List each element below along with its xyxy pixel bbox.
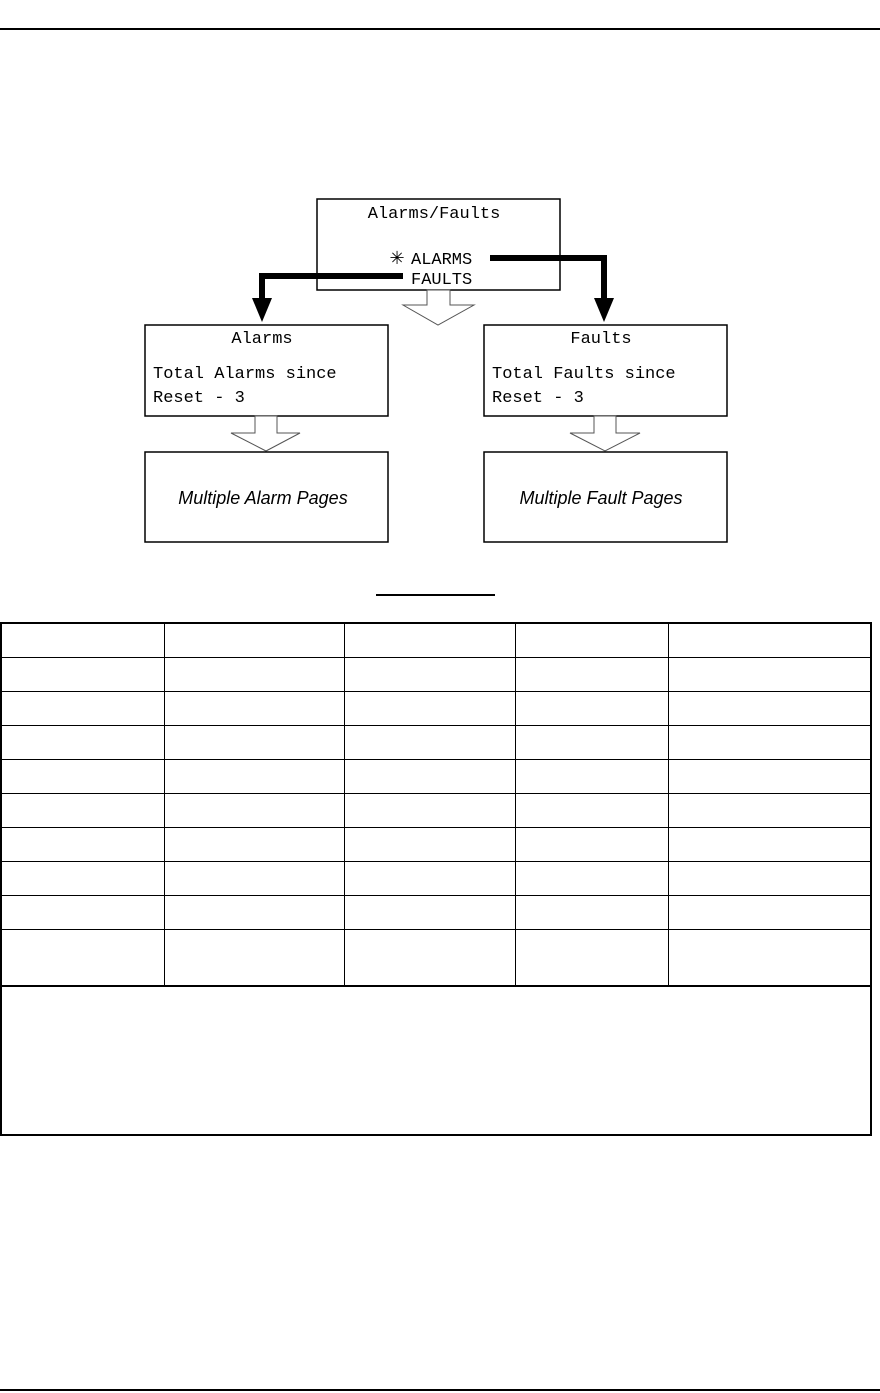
data-table xyxy=(0,622,872,1136)
table-cell xyxy=(164,623,344,658)
table-cell xyxy=(344,794,515,828)
table-cell xyxy=(668,692,871,726)
table-row xyxy=(1,896,871,930)
table-cell xyxy=(515,658,668,692)
table-cell xyxy=(1,760,164,794)
table-cell xyxy=(668,658,871,692)
table-row xyxy=(1,828,871,862)
table-cell xyxy=(344,658,515,692)
table-cell xyxy=(515,896,668,930)
faults-down-arrow-icon xyxy=(570,416,640,451)
alarms-faults-flow-diagram xyxy=(0,0,880,560)
table-cell xyxy=(668,623,871,658)
table-cell xyxy=(344,828,515,862)
faults-arrowhead-icon xyxy=(594,298,614,322)
table-cell xyxy=(1,794,164,828)
table-cell xyxy=(515,828,668,862)
table-cell xyxy=(164,828,344,862)
table-cell xyxy=(1,692,164,726)
faults-box-line2: Reset - 3 xyxy=(492,389,584,408)
table-cell xyxy=(164,862,344,896)
table-row xyxy=(1,930,871,987)
table-cell xyxy=(668,930,871,987)
table-cell xyxy=(164,760,344,794)
table-cell xyxy=(515,930,668,987)
table-cell xyxy=(515,760,668,794)
table-cell xyxy=(1,862,164,896)
root-down-arrow-icon xyxy=(403,290,474,325)
alarm-pages-label: Multiple Alarm Pages xyxy=(178,488,348,508)
table-cell xyxy=(668,896,871,930)
table-cell xyxy=(344,862,515,896)
fault-pages-label: Multiple Fault Pages xyxy=(519,488,683,508)
table-cell xyxy=(515,726,668,760)
table-cell xyxy=(515,623,668,658)
faults-box-title: Faults xyxy=(570,330,632,349)
table-note-cell xyxy=(1,986,871,1135)
table-row xyxy=(1,658,871,692)
table-cell xyxy=(164,726,344,760)
table-cell xyxy=(164,930,344,987)
table-cell xyxy=(1,896,164,930)
table-cell xyxy=(164,794,344,828)
alarms-arrowhead-icon xyxy=(252,298,272,322)
root-option-alarms: ALARMS xyxy=(411,251,473,270)
table-cell xyxy=(1,930,164,987)
table-row xyxy=(1,692,871,726)
table-row xyxy=(1,862,871,896)
table-cell xyxy=(515,692,668,726)
table-cell xyxy=(344,896,515,930)
table-cell xyxy=(164,658,344,692)
table-cell xyxy=(1,726,164,760)
table-header-row xyxy=(1,623,871,658)
table-cell xyxy=(1,623,164,658)
table-cell xyxy=(515,862,668,896)
table-cell xyxy=(1,828,164,862)
table-cell xyxy=(668,862,871,896)
asterisk-marker-icon: ✳ xyxy=(389,248,405,269)
table-cell xyxy=(344,692,515,726)
alarms-down-arrow-icon xyxy=(231,416,300,451)
table-row xyxy=(1,760,871,794)
table-cell xyxy=(164,692,344,726)
table-cell xyxy=(164,896,344,930)
alarms-box-title: Alarms xyxy=(231,330,293,349)
table-cell xyxy=(344,930,515,987)
table-cell xyxy=(668,828,871,862)
table-note-row xyxy=(1,986,871,1135)
root-menu-title: Alarms/Faults xyxy=(367,205,501,224)
figure-caption-underline xyxy=(376,594,495,596)
table-cell xyxy=(515,794,668,828)
alarms-box-line2: Reset - 3 xyxy=(153,389,245,408)
alarms-box-line1: Total Alarms since xyxy=(153,365,337,384)
footer-rule xyxy=(0,1389,880,1391)
table-row xyxy=(1,794,871,828)
table-cell xyxy=(668,794,871,828)
table-cell xyxy=(344,623,515,658)
faults-box-line1: Total Faults since xyxy=(492,365,676,384)
root-option-faults: FAULTS xyxy=(411,271,473,290)
table-cell xyxy=(344,760,515,794)
table-cell xyxy=(668,726,871,760)
table-cell xyxy=(668,760,871,794)
table-cell xyxy=(1,658,164,692)
table-row xyxy=(1,726,871,760)
table-cell xyxy=(344,726,515,760)
